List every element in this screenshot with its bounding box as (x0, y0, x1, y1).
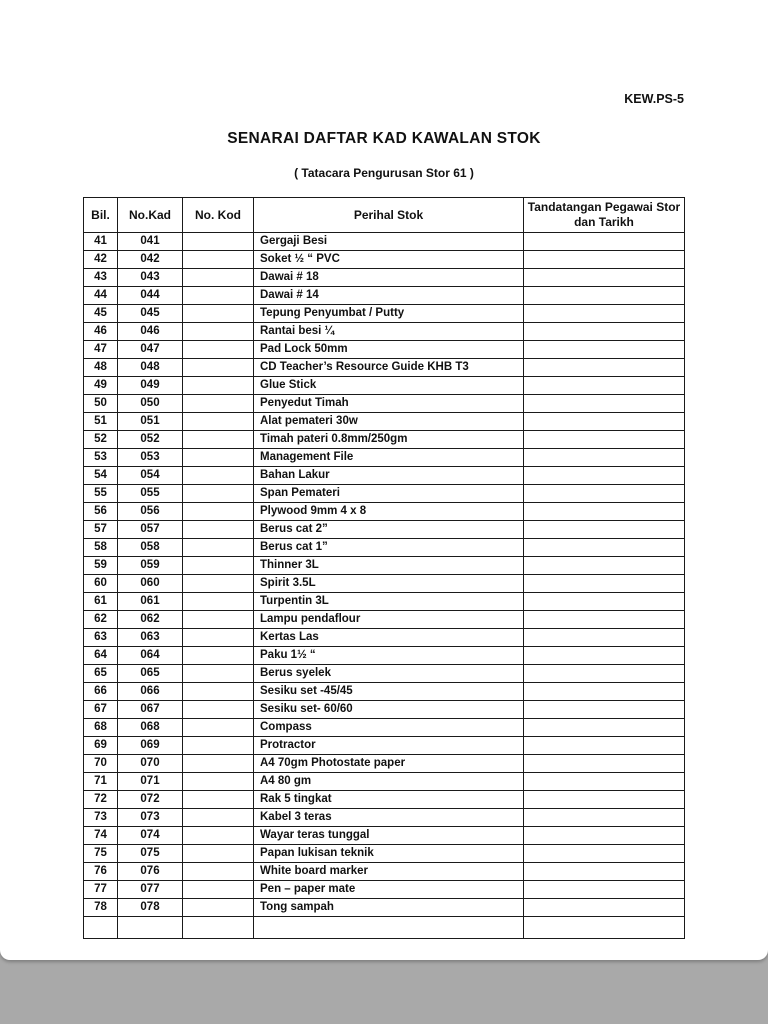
table-row (84, 665, 685, 683)
cell-no-kod (183, 827, 254, 845)
cell-perihal-stok: Management File (254, 449, 524, 467)
cell-no-kod (183, 557, 254, 575)
cell-tandatangan (524, 287, 685, 305)
cell-tandatangan (524, 719, 685, 737)
cell-tandatangan (524, 269, 685, 287)
cell-perihal-stok: Lampu pendaflour (254, 611, 524, 629)
page-subtitle: ( Tatacara Pengurusan Stor 61 ) (294, 166, 474, 180)
cell-no-kod (183, 269, 254, 287)
cell-bil: 41 (84, 233, 118, 251)
cell-no-kad: 071 (118, 773, 183, 791)
cell-bil: 59 (84, 557, 118, 575)
stock-table (83, 197, 685, 939)
header-row (84, 198, 685, 233)
cell-bil: 70 (84, 755, 118, 773)
table-row (84, 485, 685, 503)
cell-perihal-stok: Sesiku set- 60/60 (254, 701, 524, 719)
column-header-no-kad: No.Kad (118, 198, 183, 233)
cell-no-kad: 069 (118, 737, 183, 755)
cell-no-kad: 062 (118, 611, 183, 629)
cell-no-kad: 067 (118, 701, 183, 719)
cell-perihal-stok: Protractor (254, 737, 524, 755)
cell-bil: 51 (84, 413, 118, 431)
table-row (84, 251, 685, 269)
cell-bil: 49 (84, 377, 118, 395)
cell-tandatangan (524, 449, 685, 467)
cell-tandatangan (524, 233, 685, 251)
cell-perihal-stok: Pad Lock 50mm (254, 341, 524, 359)
cell-perihal-stok: Penyedut Timah (254, 395, 524, 413)
cell-tandatangan (524, 791, 685, 809)
cell-tandatangan (524, 521, 685, 539)
cell-tandatangan (524, 827, 685, 845)
cell-bil: 78 (84, 899, 118, 917)
cell-bil: 58 (84, 539, 118, 557)
cell-no-kad: 075 (118, 845, 183, 863)
cell-bil: 47 (84, 341, 118, 359)
cell-bil: 44 (84, 287, 118, 305)
cell-bil: 69 (84, 737, 118, 755)
cell-bil: 73 (84, 809, 118, 827)
cell-no-kad: 043 (118, 269, 183, 287)
cell-perihal-stok: Spirit 3.5L (254, 575, 524, 593)
cell-tandatangan (524, 881, 685, 899)
cell-tandatangan (524, 413, 685, 431)
table-row (84, 755, 685, 773)
cell-perihal-stok: Berus cat 2” (254, 521, 524, 539)
column-header-bil: Bil. (84, 198, 118, 233)
cell-bil: 48 (84, 359, 118, 377)
cell-bil: 68 (84, 719, 118, 737)
cell-no-kod (183, 323, 254, 341)
cell-tandatangan (524, 395, 685, 413)
cell-perihal-stok: Thinner 3L (254, 557, 524, 575)
cell-tandatangan (524, 917, 685, 939)
cell-bil: 42 (84, 251, 118, 269)
cell-no-kod (183, 359, 254, 377)
cell-no-kod (183, 773, 254, 791)
cell-no-kad: 061 (118, 593, 183, 611)
cell-bil: 64 (84, 647, 118, 665)
cell-no-kad: 058 (118, 539, 183, 557)
cell-no-kod (183, 431, 254, 449)
table-row (84, 323, 685, 341)
cell-bil: 72 (84, 791, 118, 809)
table-row (84, 701, 685, 719)
cell-tandatangan (524, 539, 685, 557)
cell-tandatangan (524, 755, 685, 773)
cell-tandatangan (524, 845, 685, 863)
table-row (84, 413, 685, 431)
cell-no-kod (183, 539, 254, 557)
table-row (84, 557, 685, 575)
cell-no-kod (183, 521, 254, 539)
cell-no-kod (183, 305, 254, 323)
table-row (84, 449, 685, 467)
stock-table-head (84, 198, 685, 233)
cell-bil: 54 (84, 467, 118, 485)
cell-no-kad: 059 (118, 557, 183, 575)
cell-no-kad: 060 (118, 575, 183, 593)
cell-no-kad: 047 (118, 341, 183, 359)
table-row (84, 287, 685, 305)
cell-perihal-stok: Rantai besi ¼ (254, 323, 524, 341)
cell-no-kod (183, 881, 254, 899)
cell-bil: 76 (84, 863, 118, 881)
cell-no-kod (183, 917, 254, 939)
cell-no-kod (183, 413, 254, 431)
cell-no-kod (183, 683, 254, 701)
cell-tandatangan (524, 503, 685, 521)
cell-perihal-stok: A4 70gm Photostate paper (254, 755, 524, 773)
cell-no-kod (183, 809, 254, 827)
table-row (84, 719, 685, 737)
column-header-tandatangan: Tandatangan Pegawai Stor dan Tarikh (524, 198, 685, 233)
cell-no-kod (183, 629, 254, 647)
cell-perihal-stok: Gergaji Besi (254, 233, 524, 251)
cell-perihal-stok: Tong sampah (254, 899, 524, 917)
cell-no-kod (183, 611, 254, 629)
table-row (84, 683, 685, 701)
table-row (84, 575, 685, 593)
cell-tandatangan (524, 557, 685, 575)
cell-perihal-stok: Tepung Penyumbat / Putty (254, 305, 524, 323)
cell-no-kod (183, 899, 254, 917)
cell-perihal-stok: Kabel 3 teras (254, 809, 524, 827)
cell-no-kod (183, 377, 254, 395)
cell-no-kod (183, 341, 254, 359)
cell-bil: 75 (84, 845, 118, 863)
cell-tandatangan (524, 701, 685, 719)
cell-perihal-stok: Kertas Las (254, 629, 524, 647)
cell-perihal-stok: Span Pemateri (254, 485, 524, 503)
cell-no-kod (183, 737, 254, 755)
cell-tandatangan (524, 305, 685, 323)
cell-perihal-stok: Pen – paper mate (254, 881, 524, 899)
cell-no-kad: 078 (118, 899, 183, 917)
table-row (84, 827, 685, 845)
table-row (84, 917, 685, 939)
table-row (84, 899, 685, 917)
cell-tandatangan (524, 809, 685, 827)
column-header-no-kod: No. Kod (183, 198, 254, 233)
cell-bil: 65 (84, 665, 118, 683)
table-row (84, 269, 685, 287)
table-row (84, 539, 685, 557)
cell-no-kad: 073 (118, 809, 183, 827)
stock-table-body (84, 233, 685, 939)
cell-tandatangan (524, 431, 685, 449)
cell-bil: 66 (84, 683, 118, 701)
cell-tandatangan (524, 359, 685, 377)
cell-perihal-stok: Soket ½ “ PVC (254, 251, 524, 269)
table-row (84, 395, 685, 413)
cell-tandatangan (524, 665, 685, 683)
cell-bil: 46 (84, 323, 118, 341)
cell-bil: 63 (84, 629, 118, 647)
cell-tandatangan (524, 467, 685, 485)
cell-bil: 43 (84, 269, 118, 287)
page-title: SENARAI DAFTAR KAD KAWALAN STOK (227, 130, 541, 147)
cell-perihal-stok: Alat pemateri 30w (254, 413, 524, 431)
cell-no-kod (183, 719, 254, 737)
cell-perihal-stok: Berus cat 1” (254, 539, 524, 557)
cell-no-kod (183, 593, 254, 611)
table-row (84, 233, 685, 251)
cell-no-kad: 050 (118, 395, 183, 413)
cell-bil: 50 (84, 395, 118, 413)
cell-no-kad: 057 (118, 521, 183, 539)
table-row (84, 341, 685, 359)
cell-no-kad: 077 (118, 881, 183, 899)
cell-no-kod (183, 485, 254, 503)
cell-tandatangan (524, 323, 685, 341)
cell-no-kad: 068 (118, 719, 183, 737)
cell-bil: 61 (84, 593, 118, 611)
cell-tandatangan (524, 575, 685, 593)
cell-perihal-stok: Papan lukisan teknik (254, 845, 524, 863)
cell-no-kad (118, 917, 183, 939)
cell-bil: 53 (84, 449, 118, 467)
cell-bil: 77 (84, 881, 118, 899)
table-row (84, 359, 685, 377)
cell-tandatangan (524, 593, 685, 611)
cell-no-kod (183, 845, 254, 863)
cell-bil: 56 (84, 503, 118, 521)
cell-no-kad: 044 (118, 287, 183, 305)
cell-tandatangan (524, 647, 685, 665)
cell-perihal-stok (254, 917, 524, 939)
cell-no-kod (183, 575, 254, 593)
cell-bil: 60 (84, 575, 118, 593)
cell-no-kad: 076 (118, 863, 183, 881)
cell-no-kad: 051 (118, 413, 183, 431)
cell-tandatangan (524, 737, 685, 755)
cell-no-kad: 066 (118, 683, 183, 701)
cell-no-kad: 048 (118, 359, 183, 377)
table-row (84, 593, 685, 611)
cell-bil: 74 (84, 827, 118, 845)
cell-bil: 71 (84, 773, 118, 791)
cell-no-kad: 046 (118, 323, 183, 341)
cell-no-kad: 053 (118, 449, 183, 467)
table-row (84, 647, 685, 665)
cell-bil: 45 (84, 305, 118, 323)
cell-tandatangan (524, 683, 685, 701)
column-header-perihal-stok: Perihal Stok (254, 198, 524, 233)
cell-no-kad: 056 (118, 503, 183, 521)
table-row (84, 863, 685, 881)
cell-no-kod (183, 395, 254, 413)
cell-no-kad: 054 (118, 467, 183, 485)
cell-perihal-stok: Turpentin 3L (254, 593, 524, 611)
table-row (84, 773, 685, 791)
cell-no-kad: 064 (118, 647, 183, 665)
cell-perihal-stok: Timah pateri 0.8mm/250gm (254, 431, 524, 449)
cell-perihal-stok: Wayar teras tunggal (254, 827, 524, 845)
cell-no-kod (183, 467, 254, 485)
cell-perihal-stok: Dawai # 18 (254, 269, 524, 287)
cell-tandatangan (524, 863, 685, 881)
table-row (84, 737, 685, 755)
cell-perihal-stok: Plywood 9mm 4 x 8 (254, 503, 524, 521)
cell-no-kod (183, 503, 254, 521)
cell-bil: 52 (84, 431, 118, 449)
cell-no-kad: 072 (118, 791, 183, 809)
cell-no-kad: 065 (118, 665, 183, 683)
cell-no-kod (183, 251, 254, 269)
table-row (84, 305, 685, 323)
cell-tandatangan (524, 611, 685, 629)
cell-perihal-stok: Bahan Lakur (254, 467, 524, 485)
cell-tandatangan (524, 377, 685, 395)
cell-no-kod (183, 647, 254, 665)
cell-no-kad: 045 (118, 305, 183, 323)
table-row (84, 845, 685, 863)
table-row (84, 629, 685, 647)
cell-perihal-stok: A4 80 gm (254, 773, 524, 791)
cell-no-kad: 052 (118, 431, 183, 449)
cell-perihal-stok: Rak 5 tingkat (254, 791, 524, 809)
cell-tandatangan (524, 629, 685, 647)
table-row (84, 881, 685, 899)
cell-perihal-stok: CD Teacher’s Resource Guide KHB T3 (254, 359, 524, 377)
table-row (84, 521, 685, 539)
cell-no-kod (183, 233, 254, 251)
cell-bil: 55 (84, 485, 118, 503)
cell-no-kod (183, 449, 254, 467)
cell-no-kad: 055 (118, 485, 183, 503)
cell-no-kad: 041 (118, 233, 183, 251)
table-row (84, 809, 685, 827)
cell-bil: 57 (84, 521, 118, 539)
cell-no-kod (183, 665, 254, 683)
cell-perihal-stok: Glue Stick (254, 377, 524, 395)
cell-no-kod (183, 701, 254, 719)
cell-no-kad: 042 (118, 251, 183, 269)
cell-perihal-stok: Sesiku set -45/45 (254, 683, 524, 701)
cell-perihal-stok: Compass (254, 719, 524, 737)
cell-perihal-stok: Paku 1½ “ (254, 647, 524, 665)
table-row (84, 791, 685, 809)
cell-no-kod (183, 863, 254, 881)
table-row (84, 503, 685, 521)
cell-tandatangan (524, 485, 685, 503)
cell-no-kad: 049 (118, 377, 183, 395)
table-row (84, 611, 685, 629)
cell-perihal-stok: Berus syelek (254, 665, 524, 683)
cell-no-kad: 063 (118, 629, 183, 647)
cell-no-kod (183, 287, 254, 305)
cell-no-kod (183, 755, 254, 773)
cell-perihal-stok: Dawai # 14 (254, 287, 524, 305)
cell-perihal-stok: White board marker (254, 863, 524, 881)
cell-no-kad: 074 (118, 827, 183, 845)
cell-tandatangan (524, 899, 685, 917)
cell-no-kod (183, 791, 254, 809)
cell-bil: 67 (84, 701, 118, 719)
cell-tandatangan (524, 341, 685, 359)
table-row (84, 431, 685, 449)
cell-bil (84, 917, 118, 939)
cell-bil: 62 (84, 611, 118, 629)
cell-tandatangan (524, 773, 685, 791)
form-code: KEW.PS-5 (624, 92, 684, 106)
table-row (84, 377, 685, 395)
cell-tandatangan (524, 251, 685, 269)
cell-no-kad: 070 (118, 755, 183, 773)
table-row (84, 467, 685, 485)
